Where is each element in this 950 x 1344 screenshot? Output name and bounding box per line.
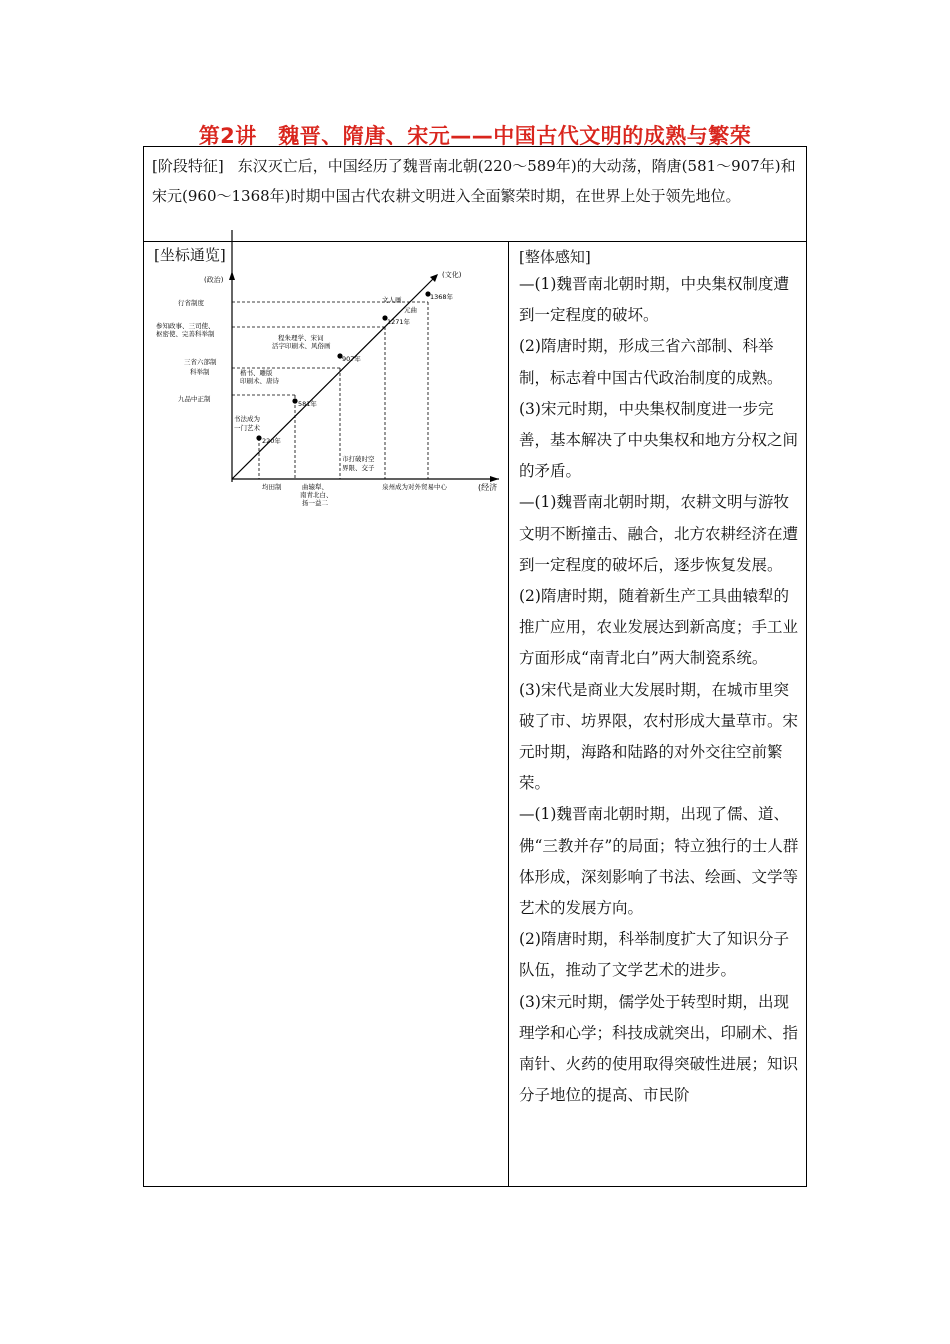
economy-label: 泉州成为对外贸易中心 (382, 483, 447, 491)
culture-label: 元曲 (404, 306, 417, 314)
year-label: 581年 (298, 400, 317, 408)
perception-paragraph: —(1)魏晋南北朝时期，中央集权制度遭到一定程度的破坏。 (519, 275, 789, 325)
perception-paragraph: (2)隋唐时期，科举制度扩大了知识分子队伍，推动了文学艺术的进步。 (519, 930, 789, 980)
perception-paragraph: (2)隋唐时期，形成三省六部制、科举制，标志着中国古代政治制度的成熟。 (519, 337, 783, 387)
politics-label: 九品中正制 (178, 395, 211, 403)
economy-label: 曲辕犁、 (302, 483, 328, 491)
overview-tag: [坐标通览] (154, 246, 226, 264)
perception-paragraph: (3)宋代是商业大发展时期，在城市里突破了市、坊界限，农村形成大量草市。宋元时期，海路和陆路的对外交往空前繁荣。 (519, 680, 799, 793)
year-label: 220年 (262, 437, 281, 445)
culture-label: 楷书、雕版 (240, 369, 273, 377)
politics-label: 枢密使、完善科举制 (156, 330, 215, 338)
x-axis-label: (经济 (478, 483, 498, 492)
overview-cell (144, 242, 509, 1186)
culture-label: 印刷术、唐诗 (240, 377, 279, 385)
economy-label: 均田制 (262, 483, 282, 491)
page-title: 第2讲 魏晋、隋唐、宋元——中国古代文明的成熟与繁荣 (198, 124, 752, 148)
economy-label: 界限、交子 (342, 464, 375, 472)
politics-label: 科举制 (190, 368, 210, 376)
culture-axis-label: (文化) (442, 271, 462, 279)
culture-label: 书法成为 (234, 415, 260, 423)
culture-label: 一门艺术 (234, 424, 260, 432)
perception-paragraph: (3)宋元时期，儒学处于转型时期，出现理学和心学；科技成就突出，印刷术、指南针、火药的使用取得突破性进展；知识分子地位的提高、市民阶 (519, 992, 799, 1105)
perception-paragraph: —(1)魏晋南北朝时期，农耕文明与游牧文明不断撞击、融合，北方农耕经济在遭到一定程度的破坏后，逐步恢复发展。 (519, 493, 799, 574)
culture-label: 文人画 (382, 296, 402, 304)
perception-paragraph: (3)宋元时期，中央集权制度进一步完善，基本解决了中央集权和地方分权之间的矛盾。 (519, 399, 799, 481)
politics-label: 三省六部制 (184, 358, 217, 366)
year-label: 907年 (342, 355, 361, 363)
perception-paragraph: —(1)魏晋南北朝时期，出现了儒、道、佛“三教并存”的局面；特立独行的士人群体形成，深刻影响了书法、绘画、文学等艺术的发展方向。 (519, 805, 799, 918)
culture-label: 活字印刷术、风俗画 (272, 342, 331, 350)
stage-feature-text: 东汉灭亡后，中国经历了魏晋南北朝(220～589年)的大动荡，隋唐(581～907年)和宋元(960～1368年)时期中国古代农耕文明进入全面繁荣时期，在世界上处于领先地位。 (152, 157, 796, 205)
politics-label: 参知政事、三司使、 (156, 322, 215, 330)
culture-label: 程朱理学、宋词 (278, 334, 324, 342)
economy-label: 市打破时空 (342, 455, 375, 463)
y-axis-label: (政治) (204, 276, 224, 284)
perception-cell (509, 242, 806, 1186)
stage-feature-tag: [阶段特征] (152, 157, 224, 175)
timeline-diagram (144, 268, 509, 507)
politics-label: 行省制度 (178, 299, 204, 307)
economy-label: 扬一益二 (302, 499, 328, 507)
perception-paragraph: (2)隋唐时期，随着新生产工具曲辕犁的推广应用，农业发展达到新高度；手工业方面形成“南青北白”两大制瓷系统。 (519, 587, 799, 668)
content-table (143, 146, 807, 1187)
year-label: 1368年 (430, 293, 454, 301)
year-label: 1271年 (387, 318, 411, 326)
perception-tag: [整体感知] (519, 248, 591, 266)
stage-feature-row (144, 147, 806, 242)
economy-label: 南青北白、 (300, 491, 333, 499)
